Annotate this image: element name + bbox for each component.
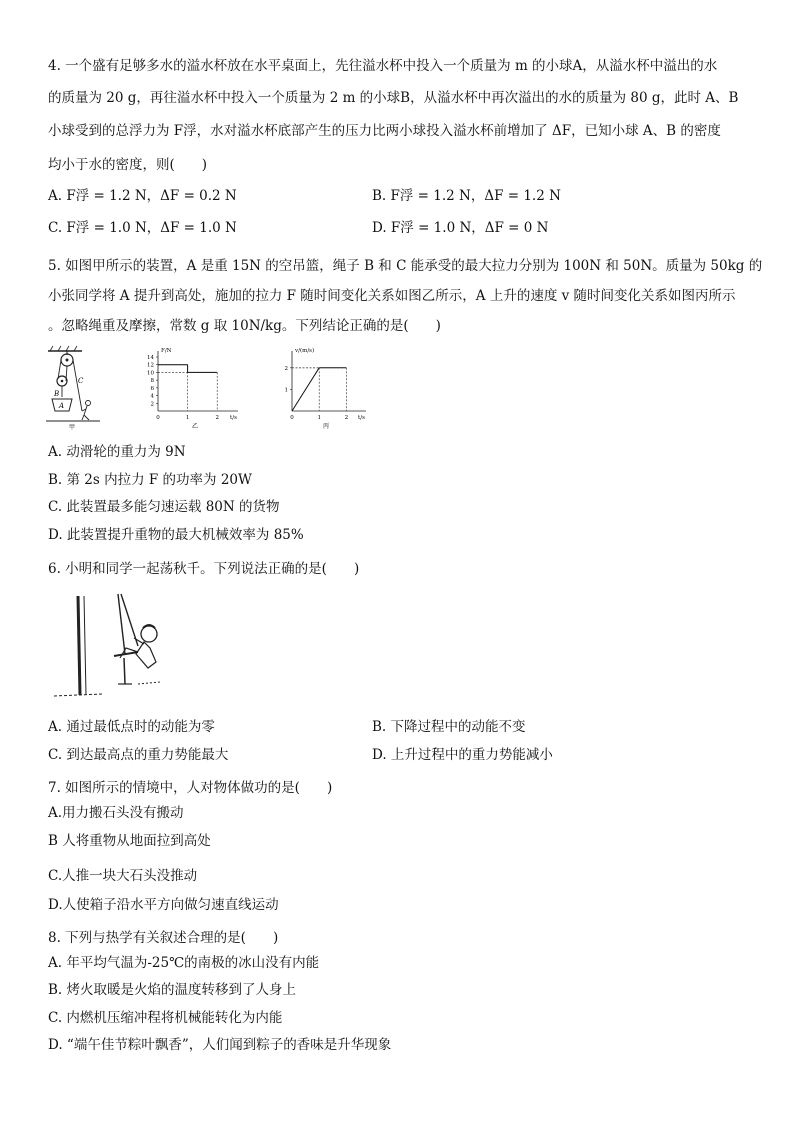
q4-stem-line-2: 的质量为 20 g，再往溢水杯中投入一个质量为 2 m 的小球B，从溢水杯中再次溢出的水的质量为 80 g，此时 A、B bbox=[48, 90, 739, 106]
q5-stem-line-3: 。忽略绳重及摩擦，常数 g 取 10N/kg。下列结论正确的是( ) bbox=[48, 318, 441, 334]
q7-option-b: B 人将重物从地面拉到高处 bbox=[48, 833, 211, 849]
x-tick-label: 1 bbox=[317, 415, 321, 421]
q4-option-c: C. F浮 = 1.0 N，ΔF = 1.0 N bbox=[48, 220, 237, 236]
q6-option-b: B. 下降过程中的动能不变 bbox=[372, 719, 526, 735]
q6-option-d: D. 上升过程中的重力势能减小 bbox=[372, 747, 553, 763]
child-body bbox=[136, 642, 156, 668]
q6-option-a: A. 通过最低点时的动能为零 bbox=[48, 719, 215, 735]
series-segment bbox=[292, 368, 319, 411]
q6-stem: 6. 小明和同学一起荡秋千。下列说法正确的是( ) bbox=[48, 561, 360, 577]
person-icon bbox=[86, 401, 91, 406]
x-axis-label: t/s bbox=[230, 415, 237, 421]
q7-option-d: D.人使箱子沿水平方向做匀速直线运动 bbox=[48, 897, 279, 913]
x-tick-label: 0 bbox=[290, 415, 294, 421]
q4-option-d: D. F浮 = 1.0 N，ΔF = 0 N bbox=[372, 220, 549, 236]
x-tick-label: 2 bbox=[344, 415, 349, 421]
y-tick-label: 4 bbox=[150, 393, 154, 400]
figure-yi-force-time-chart bbox=[140, 345, 250, 431]
q8-option-b: B. 烤火取暖是火焰的温度转移到了人身上 bbox=[48, 982, 297, 998]
child-head-icon bbox=[141, 626, 157, 642]
q6-option-c: C. 到达最高点的重力势能最大 bbox=[48, 747, 229, 763]
q4-stem-line-1: 4. 一个盛有足够多水的溢水杯放在水平桌面上，先往溢水杯中投入一个质量为 m 的小球A，从溢水杯中溢出的水 bbox=[48, 58, 718, 74]
y-axis-label: F/N bbox=[161, 348, 172, 354]
figure-jia-caption: 甲 bbox=[68, 424, 76, 431]
x-tick-label: 2 bbox=[215, 415, 219, 421]
y-axis-label: v/(m/s) bbox=[295, 348, 315, 354]
chart-caption: 乙 bbox=[191, 423, 199, 430]
q5-stem-line-1: 5. 如图甲所示的装置，A 是重 15N 的空吊篮，绳子 B 和 C 能承受的最大拉力分别为 100N 和 50N。质量为 50kg 的 bbox=[48, 258, 763, 274]
swing-seat bbox=[114, 652, 138, 656]
q5-option-b: B. 第 2s 内拉力 F 的功率为 20W bbox=[48, 472, 252, 488]
q5-option-c: C. 此装置最多能匀速运载 80N 的货物 bbox=[48, 499, 280, 515]
label-c: C bbox=[78, 377, 84, 385]
q5-stem-line-2: 小张同学将 A 提升到高处，施加的拉力 F 随时间变化关系如图乙所示，A 上升的速度 v 随时间变化关系如图丙所示 bbox=[48, 288, 736, 304]
x-tick-label: 0 bbox=[156, 415, 160, 421]
y-tick-label: 1 bbox=[284, 387, 288, 394]
q5-option-a: A. 动滑轮的重力为 9N bbox=[48, 444, 186, 460]
q4-option-b: B. F浮 = 1.2 N，ΔF = 1.2 N bbox=[372, 188, 561, 204]
figure-jia-pulley bbox=[44, 345, 110, 431]
q7-option-c: C.人推一块大石头没推动 bbox=[48, 868, 198, 884]
tree-trunk bbox=[78, 596, 80, 695]
figure-bing-velocity-time-chart bbox=[280, 345, 380, 431]
q8-option-c: C. 内燃机压缩冲程将机械能转化为内能 bbox=[48, 1010, 283, 1026]
y-tick-label: 12 bbox=[147, 362, 154, 369]
y-tick-label: 2 bbox=[284, 365, 288, 372]
q8-option-d: D. “端午佳节粽叶飘香”，人们闻到粽子的香味是升华现象 bbox=[48, 1037, 392, 1053]
q7-option-a: A.用力搬石头没有搬动 bbox=[48, 805, 184, 821]
q7-stem: 7. 如图所示的情境中，人对物体做功的是( ) bbox=[48, 780, 333, 796]
y-tick-label: 10 bbox=[147, 370, 154, 377]
y-tick-label: 14 bbox=[147, 355, 154, 361]
y-tick-label: 2 bbox=[150, 401, 154, 408]
y-tick-label: 8 bbox=[150, 378, 154, 385]
swing-illustration bbox=[48, 592, 166, 702]
x-axis-label: t/s bbox=[358, 415, 365, 421]
q8-option-a: A. 年平均气温为-25℃的南极的冰山没有内能 bbox=[48, 955, 320, 971]
label-a: A bbox=[59, 402, 65, 410]
y-tick-label: 6 bbox=[150, 385, 154, 392]
q4-stem-line-3: 小球受到的总浮力为 F浮，水对溢水杯底部产生的压力比两小球投入溢水杯前增加了 ΔF，已知小球 A、B 的密度 bbox=[48, 123, 721, 139]
label-b: B bbox=[54, 390, 60, 398]
q4-option-a: A. F浮 = 1.2 N，ΔF = 0.2 N bbox=[48, 188, 237, 204]
q8-stem: 8. 下列与热学有关叙述合理的是( ) bbox=[48, 930, 279, 946]
q4-stem-line-4: 均小于水的密度，则( ) bbox=[48, 157, 208, 173]
x-tick-label: 1 bbox=[185, 415, 190, 421]
chart-caption: 丙 bbox=[322, 423, 330, 430]
q5-option-d: D. 此装置提升重物的最大机械效率为 85% bbox=[48, 527, 304, 543]
